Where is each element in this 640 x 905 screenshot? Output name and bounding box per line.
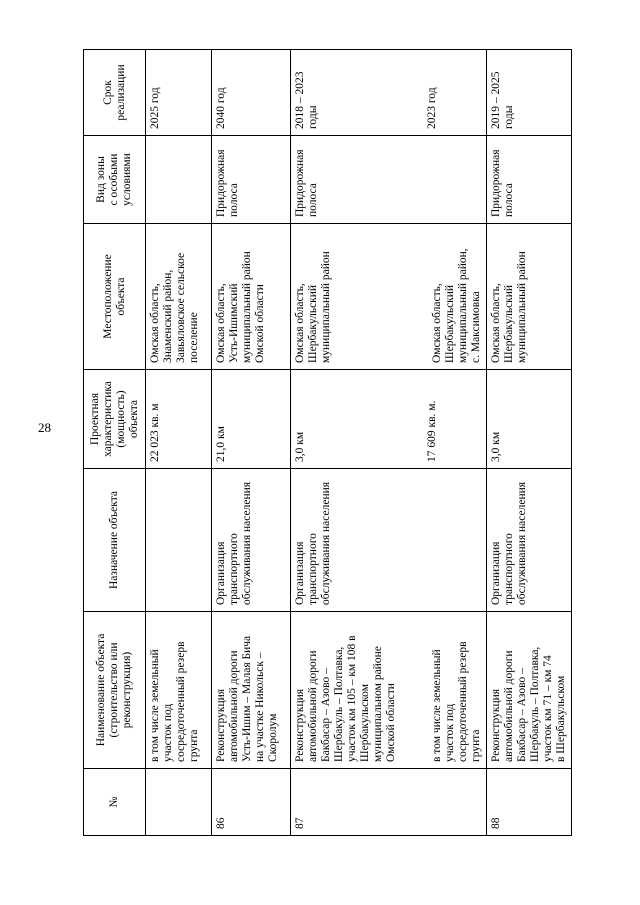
table-header-row — [84, 50, 146, 836]
cell-purpose: Организация транспортного обслуживания населения — [212, 469, 291, 612]
cell-zone: Придорожная полоса — [291, 136, 487, 224]
header-name: Наименование объекта (строительство или реконструкция) — [84, 612, 146, 769]
cell-no: 87 — [291, 769, 487, 836]
cell-location-sub: Омская область, Шербакульский муниципальный район, с. Максимовка — [431, 248, 482, 363]
cell-location: Омская область, Шербакульский муниципальный район — [487, 224, 572, 370]
cell-name — [291, 612, 487, 769]
cell-no — [146, 769, 212, 836]
objects-table — [83, 49, 572, 836]
rotated-table-container — [83, 50, 567, 836]
cell-zone: Придорожная полоса — [487, 136, 572, 224]
cell-name-sub: в том числе земельный участок под сосредоточенный резерв грунта — [431, 641, 482, 762]
cell-term: 2025 год — [146, 50, 212, 136]
cell-capacity: 21,0 км — [212, 370, 291, 469]
cell-term-sub: 2023 год — [426, 87, 438, 129]
cell-location: Омская область, Усть-Ишимский муниципальный район Омской области — [212, 224, 291, 370]
page-number: 28 — [38, 420, 51, 435]
cell-purpose: Организация транспортного обслуживания населения — [291, 469, 487, 612]
cell-no: 88 — [487, 769, 572, 836]
cell-capacity-sub: 17 609 кв. м. — [426, 400, 438, 462]
header-purpose: Назначение объекта — [84, 469, 146, 612]
cell-capacity-main: 3,0 км — [294, 431, 306, 462]
cell-purpose: Организация транспортного обслуживания населения — [487, 469, 572, 612]
header-zone: Вид зоны с особыми условиями — [84, 136, 146, 224]
cell-no: 86 — [212, 769, 291, 836]
header-location: Местоположение объекта — [84, 224, 146, 370]
header-no: № — [84, 769, 146, 836]
cell-location — [291, 224, 487, 370]
cell-term: 2019 – 2025 годы — [487, 50, 572, 136]
cell-term: 2040 год — [212, 50, 291, 136]
cell-name: Реконструкция автомобильной дороги Бакбасар – Азово – Шербакуль – Полтавка, участок км 71 – км 74 в Шербакульском — [487, 612, 572, 769]
header-term: Срок реализации — [84, 50, 146, 136]
cell-capacity: 22 023 кв. м — [146, 370, 212, 469]
header-capacity: Проектная характеристика (мощность) объекта — [84, 370, 146, 469]
cell-term-main: 2018 – 2023 годы — [294, 71, 319, 129]
cell-term — [291, 50, 487, 136]
cell-zone: Придорожная полоса — [212, 136, 291, 224]
cell-zone — [146, 136, 212, 224]
table-row — [212, 50, 291, 836]
table-row — [291, 50, 487, 836]
cell-name: в том числе земельный участок под сосредоточенный резерв грунта — [146, 612, 212, 769]
cell-location-main: Омская область, Шербакульский муниципальный район — [294, 251, 332, 363]
cell-capacity: 3,0 км — [487, 370, 572, 469]
cell-capacity — [291, 370, 487, 469]
table-row — [146, 50, 212, 836]
cell-name: Реконструкция автомобильной дороги Усть-Ишим – Малая Бича на участке Никольск – Скоролум — [212, 612, 291, 769]
cell-purpose — [146, 469, 212, 612]
table-row — [487, 50, 572, 836]
cell-name-main: Реконструкция автомобильной дороги Бакбасар – Азово – Шербакуль – Полтавка, участок км 105 – км 108 в Шербакульском муниципальном районе Омской области — [294, 635, 397, 762]
cell-location: Омская область, Знаменский район, Завьяловское сельское поселение — [146, 224, 212, 370]
